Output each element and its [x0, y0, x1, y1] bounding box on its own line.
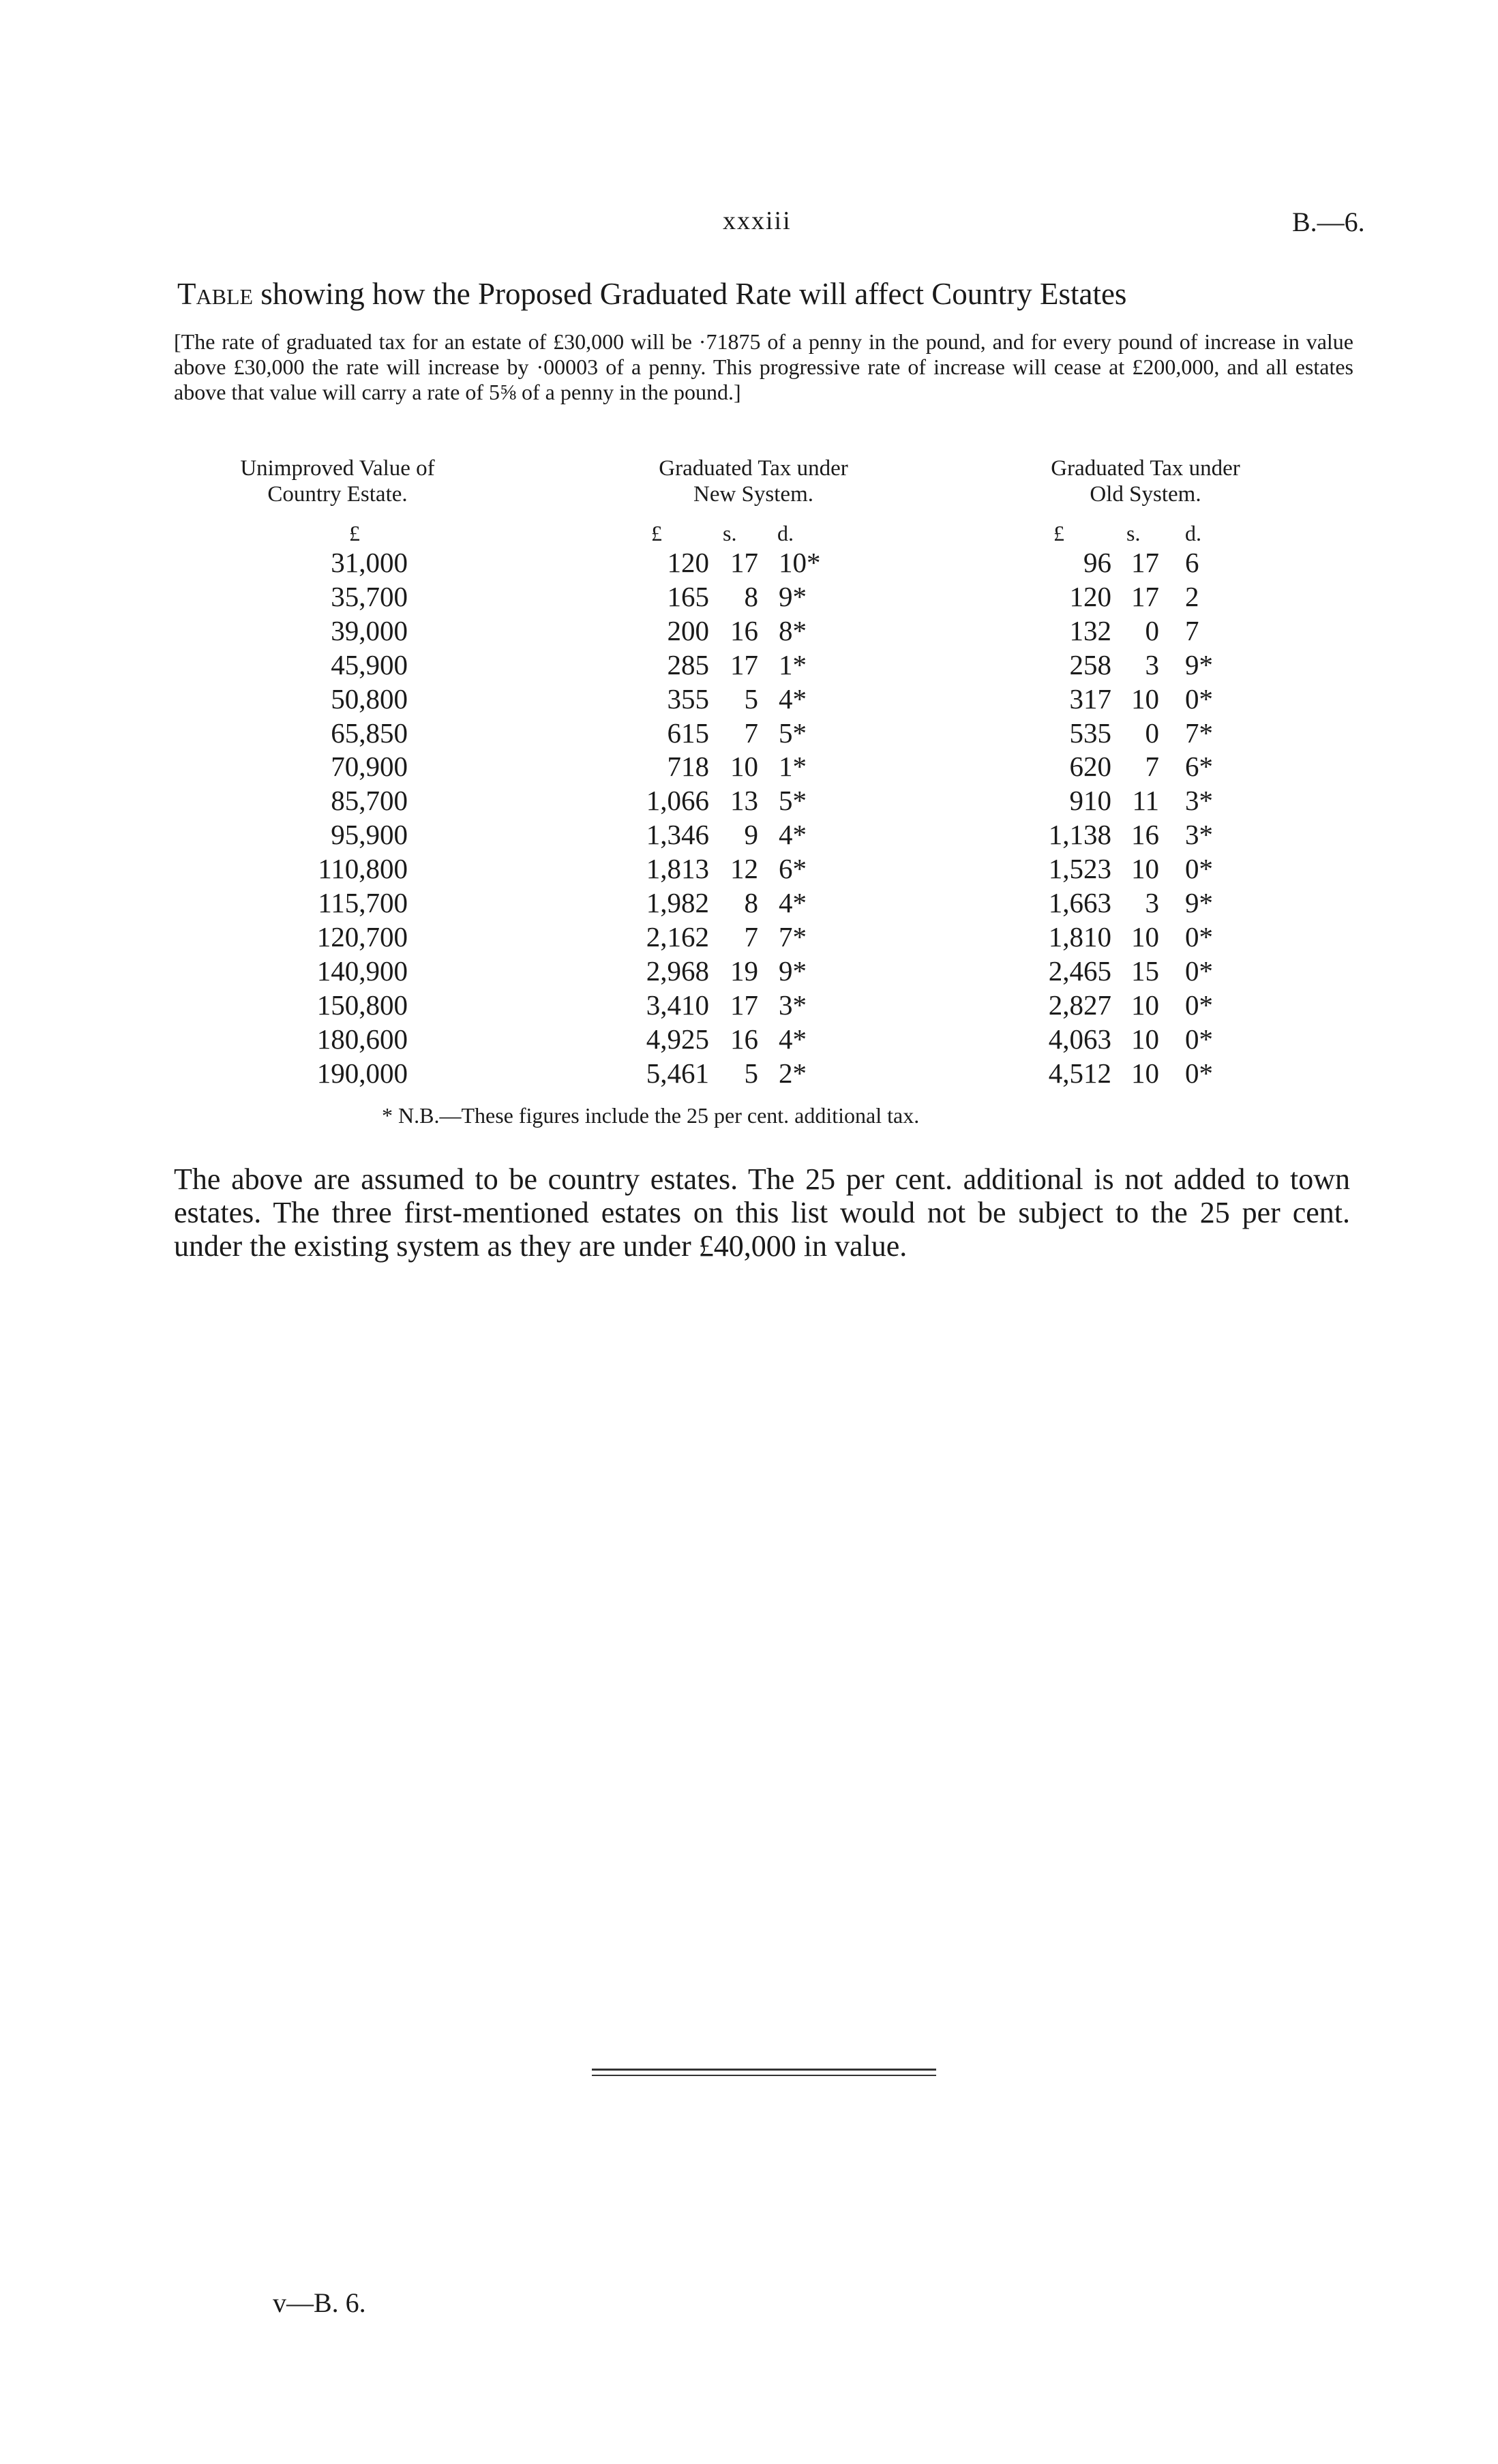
cell-new-pounds: 1,066: [646, 785, 709, 817]
cell-new-pounds: 2,968: [646, 955, 709, 987]
cell-old-shillings: 10: [1131, 1057, 1159, 1089]
cell-old-shillings: 0: [1145, 717, 1159, 749]
column-header-value-line1: Unimproved Value of: [240, 456, 435, 481]
cell-estate-value: 31,000: [331, 547, 408, 578]
cell-new-pence: 1*: [779, 648, 807, 680]
cell-old-pence: 7: [1185, 614, 1199, 646]
table-title-rest: showing how the Proposed Graduated Rate will affect Country Estates: [253, 277, 1127, 311]
cell-old-pounds: 1,138: [1048, 819, 1111, 851]
cell-old-shillings: 11: [1132, 785, 1159, 817]
cell-old-pence: 6: [1185, 547, 1199, 578]
unit-old-pound: £: [1053, 521, 1064, 545]
cell-estate-value: 180,600: [316, 1023, 408, 1055]
cell-new-pence: 9*: [779, 955, 807, 987]
cell-estate-value: 50,800: [331, 682, 408, 715]
cell-old-pence: 3*: [1185, 819, 1213, 851]
cell-old-shillings: 10: [1131, 682, 1159, 715]
table-row: [0, 580, 1498, 614]
cell-new-pence: 9*: [779, 580, 807, 612]
cell-new-pence: 7*: [779, 920, 807, 952]
footer-signature: v—B. 6.: [273, 2287, 366, 2318]
table-row: [0, 783, 1498, 817]
cell-old-pence: 7*: [1185, 717, 1213, 749]
cell-old-pence: 2: [1185, 580, 1199, 612]
cell-new-pounds: 5,461: [646, 1057, 709, 1089]
unit-new-pound: £: [651, 521, 662, 545]
cell-new-shillings: 5: [744, 682, 758, 715]
table-row: [0, 682, 1498, 716]
cell-new-pence: 1*: [779, 751, 807, 783]
cell-old-pence: 0*: [1185, 853, 1213, 885]
cell-new-shillings: 16: [730, 614, 758, 646]
rate-note: [The rate of graduated tax for an estate of £30,000 will be ·71875 of a penny in the pound, and for every pound of increase in value above £30,000 the rate will increase by ·00003 of a penny. This progressive rate of increase will cease at £200,000, and all estates above that value will carry a rate of 5⅝ of a penny in the pound.]: [174, 329, 1353, 404]
cell-old-pounds: 132: [1069, 614, 1111, 646]
cell-old-pounds: 1,663: [1048, 887, 1111, 918]
cell-old-shillings: 15: [1131, 955, 1159, 987]
cell-old-shillings: 10: [1131, 920, 1159, 952]
cell-new-shillings: 13: [730, 785, 758, 817]
table-row: [0, 749, 1498, 783]
cell-new-pounds: 1,813: [646, 853, 709, 885]
cell-new-shillings: 10: [730, 751, 758, 783]
cell-new-pence: 4*: [779, 682, 807, 715]
column-header-new-line1: Graduated Tax under: [659, 456, 848, 481]
cell-estate-value: 95,900: [331, 819, 408, 851]
cell-new-pence: 4*: [779, 1023, 807, 1055]
unit-value-pound: £: [349, 521, 360, 545]
cell-new-pounds: 3,410: [646, 989, 709, 1021]
cell-estate-value: 110,800: [318, 853, 408, 885]
divider-rule-bottom: [592, 2075, 936, 2076]
table-row: [0, 614, 1498, 648]
cell-old-pounds: 120: [1069, 580, 1111, 612]
cell-new-shillings: 17: [730, 648, 758, 680]
unit-new-shilling: s.: [723, 521, 737, 545]
cell-old-pounds: 4,512: [1048, 1057, 1111, 1089]
cell-old-pence: 6*: [1185, 751, 1213, 783]
cell-old-pence: 0*: [1185, 955, 1213, 987]
cell-new-pence: 2*: [779, 1057, 807, 1089]
cell-estate-value: 65,850: [331, 717, 408, 749]
cell-new-shillings: 17: [730, 989, 758, 1021]
cell-new-shillings: 5: [744, 1057, 758, 1089]
cell-new-pounds: 2,162: [646, 920, 709, 952]
table-row: [0, 1056, 1498, 1090]
cell-new-shillings: 17: [730, 547, 758, 578]
cell-old-shillings: 10: [1131, 1023, 1159, 1055]
cell-new-pence: 5*: [779, 717, 807, 749]
cell-new-pence: 6*: [779, 853, 807, 885]
cell-old-pounds: 2,827: [1048, 989, 1111, 1021]
table-row: [0, 817, 1498, 852]
cell-estate-value: 120,700: [316, 920, 408, 952]
column-header-value-line2: Country Estate.: [267, 482, 408, 507]
cell-new-pence: 4*: [779, 887, 807, 918]
cell-old-shillings: 3: [1145, 887, 1159, 918]
cell-new-pounds: 120: [667, 547, 709, 578]
cell-old-pence: 0*: [1185, 682, 1213, 715]
cell-new-shillings: 8: [744, 887, 758, 918]
cell-estate-value: 150,800: [316, 989, 408, 1021]
cell-new-pounds: 4,925: [646, 1023, 709, 1055]
cell-new-pence: 5*: [779, 785, 807, 817]
unit-new-pence: d.: [777, 521, 794, 545]
cell-old-shillings: 17: [1131, 547, 1159, 578]
cell-old-pence: 0*: [1185, 989, 1213, 1021]
cell-old-pounds: 96: [1083, 547, 1111, 578]
cell-estate-value: 35,700: [331, 580, 408, 612]
cell-old-shillings: 0: [1145, 614, 1159, 646]
page-number: xxxiii: [723, 207, 792, 235]
cell-new-pounds: 285: [667, 648, 709, 680]
cell-old-pence: 3*: [1185, 785, 1213, 817]
page-reference: B.—6.: [1292, 207, 1365, 237]
cell-old-pounds: 535: [1069, 717, 1111, 749]
table-row: [0, 545, 1498, 580]
cell-new-pounds: 165: [667, 580, 709, 612]
column-header-new-line2: New System.: [693, 482, 813, 507]
cell-new-pounds: 200: [667, 614, 709, 646]
unit-old-shilling: s.: [1126, 521, 1141, 545]
explanatory-paragraph: The above are assumed to be country estates. The 25 per cent. additional is not added to town estates. The three first-mentioned estates on this list would not be subject to the 25 per cent. under the existing system as they are under £40,000 in value.: [174, 1162, 1350, 1263]
cell-new-pence: 10*: [779, 547, 821, 578]
unit-old-pence: d.: [1185, 521, 1201, 545]
cell-old-pounds: 1,810: [1048, 920, 1111, 952]
cell-new-pounds: 718: [667, 751, 709, 783]
table-row: [0, 954, 1498, 988]
cell-old-shillings: 16: [1131, 819, 1159, 851]
cell-new-shillings: 7: [744, 717, 758, 749]
cell-new-pounds: 1,346: [646, 819, 709, 851]
table-row: [0, 920, 1498, 954]
table-row: [0, 852, 1498, 886]
table-row: [0, 988, 1498, 1022]
table-row: [0, 716, 1498, 750]
cell-new-shillings: 19: [730, 955, 758, 987]
column-header-old-line2: Old System.: [1090, 482, 1201, 507]
cell-old-pence: 0*: [1185, 1023, 1213, 1055]
cell-estate-value: 190,000: [316, 1057, 408, 1089]
cell-old-pounds: 910: [1069, 785, 1111, 817]
cell-old-pence: 9*: [1185, 648, 1213, 680]
cell-old-pounds: 258: [1069, 648, 1111, 680]
table-title-lead: Table: [177, 277, 254, 311]
cell-estate-value: 70,900: [331, 751, 408, 783]
cell-old-pounds: 1,523: [1048, 853, 1111, 885]
cell-new-shillings: 8: [744, 580, 758, 612]
table-row: [0, 886, 1498, 920]
cell-old-pounds: 317: [1069, 682, 1111, 715]
cell-old-shillings: 10: [1131, 853, 1159, 885]
table-row: [0, 1022, 1498, 1056]
divider-rule-top: [592, 2069, 936, 2071]
cell-estate-value: 39,000: [331, 614, 408, 646]
cell-old-shillings: 7: [1145, 751, 1159, 783]
cell-estate-value: 85,700: [331, 785, 408, 817]
cell-estate-value: 45,900: [331, 648, 408, 680]
cell-new-shillings: 7: [744, 920, 758, 952]
column-header-old-line1: Graduated Tax under: [1051, 456, 1240, 481]
cell-new-shillings: 9: [744, 819, 758, 851]
cell-new-pounds: 355: [667, 682, 709, 715]
cell-old-shillings: 3: [1145, 648, 1159, 680]
cell-estate-value: 140,900: [316, 955, 408, 987]
cell-old-pence: 9*: [1185, 887, 1213, 918]
cell-new-pence: 4*: [779, 819, 807, 851]
cell-estate-value: 115,700: [318, 887, 408, 918]
cell-old-pounds: 620: [1069, 751, 1111, 783]
cell-new-shillings: 12: [730, 853, 758, 885]
cell-new-pence: 3*: [779, 989, 807, 1021]
cell-old-pence: 0*: [1185, 920, 1213, 952]
cell-new-pence: 8*: [779, 614, 807, 646]
cell-old-pounds: 4,063: [1048, 1023, 1111, 1055]
cell-old-pounds: 2,465: [1048, 955, 1111, 987]
table-row: [0, 648, 1498, 682]
cell-old-shillings: 17: [1131, 580, 1159, 612]
cell-old-shillings: 10: [1131, 989, 1159, 1021]
footnote: * N.B.—These figures include the 25 per cent. additional tax.: [382, 1103, 920, 1128]
cell-old-pence: 0*: [1185, 1057, 1213, 1089]
cell-new-pounds: 1,982: [646, 887, 709, 918]
cell-new-pounds: 615: [667, 717, 709, 749]
cell-new-shillings: 16: [730, 1023, 758, 1055]
